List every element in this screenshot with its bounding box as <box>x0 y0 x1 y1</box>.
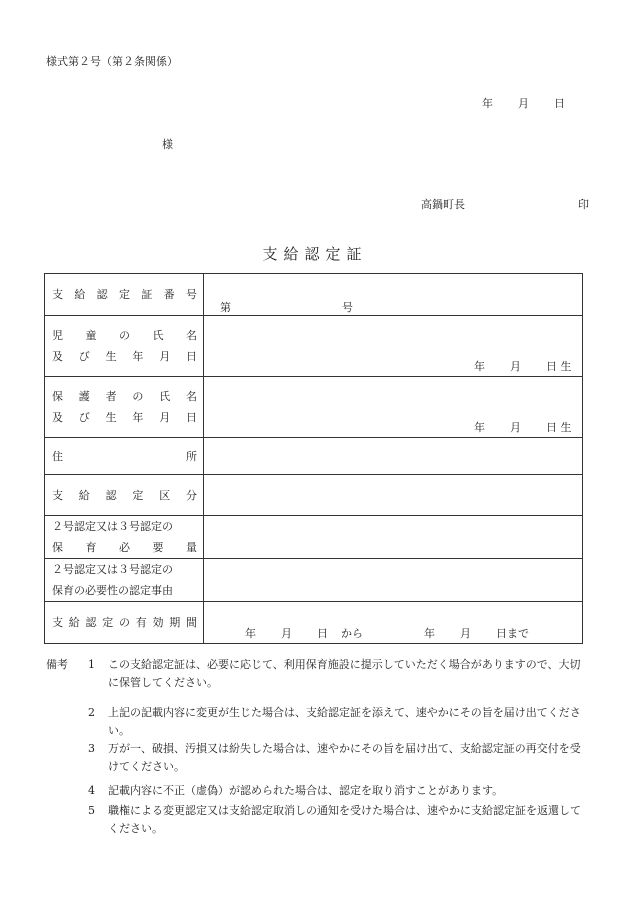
cert-number-prefix: 第 <box>220 301 231 314</box>
label-certification-category: 支 給 認 定 区 分 <box>45 475 204 516</box>
table-row <box>45 316 583 377</box>
period-start-day: 日 <box>317 627 328 640</box>
addressee-honorific: 様 <box>162 138 173 151</box>
table-row <box>45 274 583 316</box>
cert-number-suffix: 号 <box>342 301 353 314</box>
guardian-dob-year: 年 <box>474 421 485 434</box>
label-guardian-name-dob: 保 護 者 の 氏 名 及 び 生 年 月 日 <box>45 377 204 438</box>
value-certification-reason[interactable] <box>204 559 583 602</box>
table-row <box>45 377 583 438</box>
seal-mark: 印 <box>578 198 589 211</box>
value-valid-period[interactable] <box>204 602 583 644</box>
date-month-label: 月 <box>518 97 529 110</box>
period-start-month: 月 <box>281 627 292 640</box>
guardian-dob-day: 日 生 <box>546 421 572 434</box>
period-from: から <box>341 627 363 640</box>
value-certification-category[interactable] <box>204 475 583 516</box>
value-cert-number[interactable] <box>204 274 583 316</box>
table-row <box>45 438 583 475</box>
table-row <box>45 516 583 559</box>
remarks-heading: 備考 <box>46 658 68 671</box>
form-number: 様式第２号（第２条関係） <box>46 55 178 68</box>
value-childcare-need-amount[interactable] <box>204 516 583 559</box>
label-address: 住 所 <box>45 438 204 475</box>
table-row <box>45 475 583 516</box>
label-valid-period: 支 給 認 定 の 有 効 期 間 <box>45 602 204 644</box>
date-year-label: 年 <box>482 97 493 110</box>
certificate-table <box>44 273 583 644</box>
value-address[interactable] <box>204 438 583 475</box>
label-certification-reason: ２号認定又は３号認定の 保育の必要性の認定事由 <box>45 559 204 602</box>
child-dob-year: 年 <box>474 360 485 373</box>
value-child-name-dob[interactable] <box>204 316 583 377</box>
child-dob-day: 日 生 <box>546 360 572 373</box>
table-row <box>45 602 583 644</box>
period-start-year: 年 <box>245 627 256 640</box>
date-day-label: 日 <box>554 97 565 110</box>
period-end-month: 月 <box>460 627 471 640</box>
child-dob-month: 月 <box>510 360 521 373</box>
period-end-day-until: 日まで <box>496 627 529 640</box>
label-child-name-dob: 児 童 の 氏 名 及 び 生 年 月 日 <box>45 316 204 377</box>
value-guardian-name-dob[interactable] <box>204 377 583 438</box>
table-row <box>45 559 583 602</box>
issuer-name: 高鍋町長 <box>421 198 465 211</box>
label-childcare-need-amount: ２号認定又は３号認定の 保 育 必 要 量 <box>45 516 204 559</box>
label-cert-number: 支 給 認 定 証 番 号 <box>45 274 204 316</box>
period-end-year: 年 <box>424 627 435 640</box>
guardian-dob-month: 月 <box>510 421 521 434</box>
page-title: 支給認定証 <box>262 245 368 263</box>
